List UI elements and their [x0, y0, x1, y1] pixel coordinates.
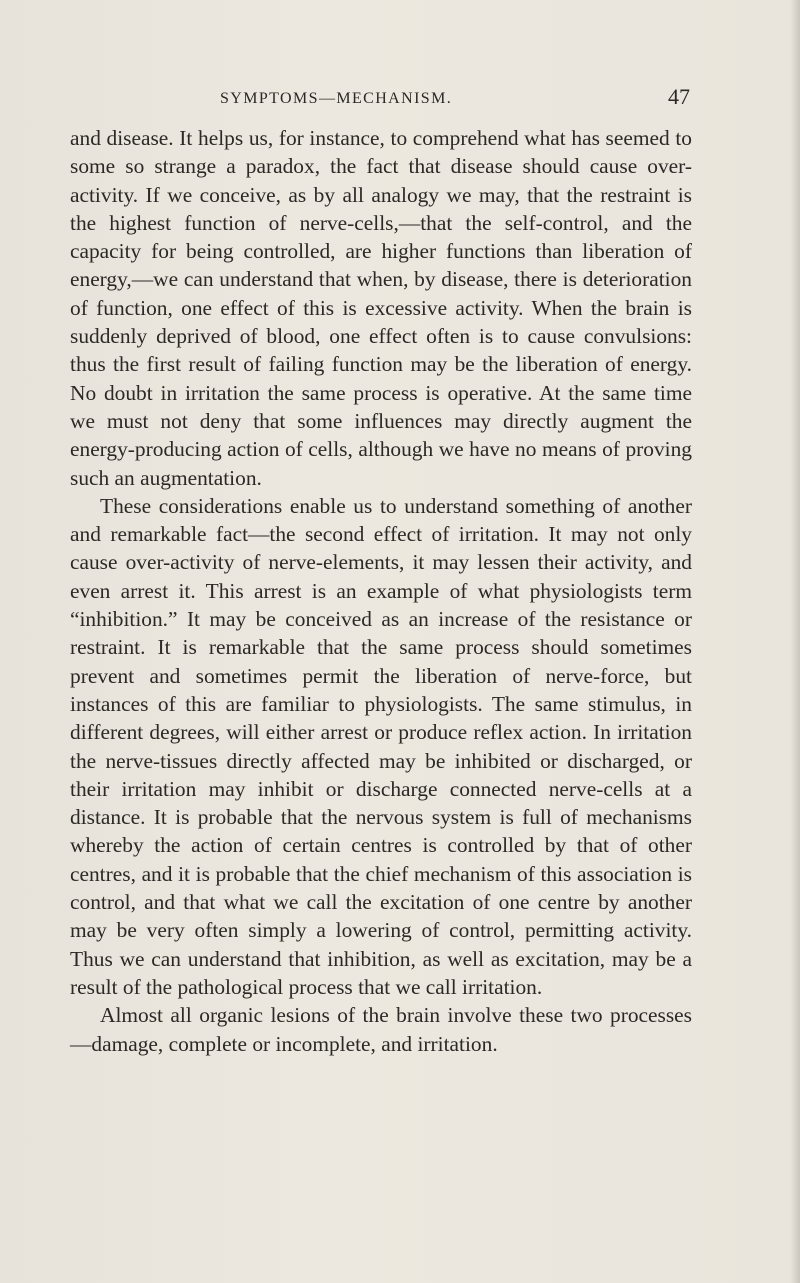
paragraph: These considerations enable us to understand something of another and remarkable fact—the second effect of irritation. It may not only cause over-activity of nerve-elements, it may lessen their activity, and even arrest it. This arrest is an example of what physiologists term “inhibition.” It may be conceived as an increase of the resistance or restraint. It is remarkable that the same process should sometimes prevent and sometimes permit the liberation of nerve-force, but instances of this are familiar to physiologists. The same stimulus, in different degrees, will either arrest or produce reflex action. In irritation the nerve-tissues directly affected may be inhibited or discharged, or their irritation may inhibit or discharge connected nerve-cells at a distance. It is probable that the nervous system is full of mechanisms whereby the action of certain centres is controlled by that of other centres, and it is probable that the chief mechanism of this association is control, and that what we call the excitation of one centre by another may be very often simply a lowering of control, permitting activity. Thus we can understand that inhibition, as well as excitation, may be a result of the pathological process that we call irritation.	[70, 493, 692, 999]
paragraph: and disease. It helps us, for instance, to comprehend what has seemed to some so strange a paradox, the fact that disease should cause over-activity. If we conceive, as by all analogy we may, that the restraint is the highest function of nerve-cells,—that the self-control, and the capacity for being controlled, are higher functions than liberation of energy,—we can understand that when, by disease, there is deterioration of function, one effect of this is excessive activity. When the brain is suddenly deprived of blood, one effect often is to cause convulsions: thus the first result of failing function may be the liberation of energy. No doubt in irritation the same process is operative. At the same time we must not deny that some influences may directly augment the energy-producing action of cells, although we have no means of proving such an augmentation.	[70, 126, 692, 490]
running-head: SYMPTOMS—MECHANISM.	[220, 90, 453, 107]
page-header	[70, 84, 690, 114]
page-number: 47	[668, 84, 690, 109]
body-text	[70, 124, 692, 1058]
page-edge-shadow	[790, 0, 800, 1283]
paragraph: Almost all organic lesions of the brain involve these two processes—damage, complete or incomplete, and irritation.	[70, 1003, 692, 1056]
